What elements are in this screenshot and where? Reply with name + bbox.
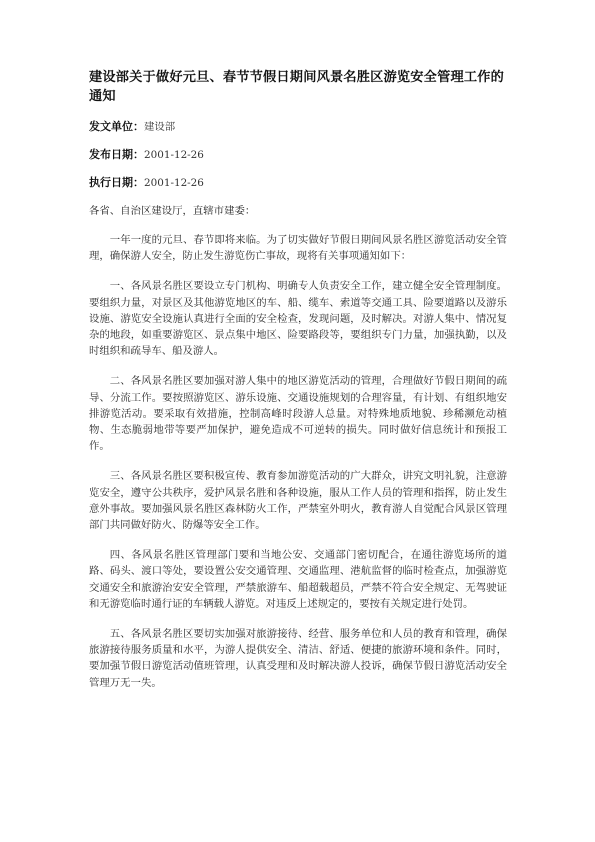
document-page	[89, 68, 507, 691]
addressee-line: 各省、自治区建设厅，直辖市建委：	[89, 205, 256, 217]
release-date-value: 2001-12-26	[144, 149, 204, 161]
item-4-paragraph: 四、各风景名胜区管理部门要和当地公安、交通部门密切配合，在通往游览场所的道路、码头、渡口等处，要设置公安交通管理、交通监理、港航监督的临时检查点，加强游览交通安全和旅游治安安全管理，严禁旅游车、船超载超员，严禁不符合安全规定、无驾驶证和无游览临时通行证的车辆载人游览。对违反上述规定的，要按有关规定进行处罚。	[89, 549, 507, 610]
issuer-row	[89, 120, 507, 134]
item-3-paragraph: 三、各风景名胜区要积极宣传、教育参加游览活动的广大群众，讲究文明礼貌，注意游览安全，遵守公共秩序，爱护风景名胜和各种设施，服从工作人员的管理和指挥，防止发生意外事故。要加强风景名胜区森林防火工作，严禁室外明火，教育游人自觉配合风景区管理部门共同做好防火、防爆等安全工作。	[89, 470, 507, 532]
issuer-label: 发文单位：	[89, 120, 144, 133]
item-5-paragraph: 五、各风景名胜区要切实加强对旅游接待、经营、服务单位和人员的教育和管理，确保旅游接待服务质量和水平，为游人提供安全、清洁、舒适、便捷的旅游环境和条件。同时，要加强节假日游览活动值班管理，认真受理和及时解决游人投诉，确保节假日游览活动安全管理万无一失。	[89, 628, 507, 689]
release-date-row	[89, 148, 507, 162]
effective-date-value: 2001-12-26	[144, 177, 204, 189]
effective-date-row	[89, 176, 507, 190]
issuer-value: 建设部	[144, 121, 176, 133]
effective-date-label: 执行日期：	[89, 176, 144, 189]
release-date-label: 发布日期：	[89, 148, 144, 161]
intro-paragraph: 一年一度的元旦、春节即将来临。为了切实做好节假日期间风景名胜区游览活动安全管理，确保游人安全，防止发生游览伤亡事故，现将有关事项通知如下：	[89, 234, 507, 263]
item-2-paragraph: 二、各风景名胜区要加强对游人集中的地区游览活动的管理，合理做好节假日期间的疏导、分流工作。要按照游览区、游乐设施、交通设施规划的合理容量，有计划、有组织地安排游览活动。要采取有效措施，控制高峰时段游人总量。对特殊地质地貌、珍稀濒危动植物、生态脆弱地带等要严加保护，避免造成不可逆转的损失。同时做好信息统计和预报工作。	[89, 375, 507, 453]
document-title: 建设部关于做好元旦、春节节假日期间风景名胜区游览安全管理工作的通知	[89, 70, 505, 104]
item-1-paragraph: 一、各风景名胜区要设立专门机构、明确专人负责安全工作，建立健全安全管理制度。要组织力量，对景区及其他游览地区的车、船、缆车、索道等交通工具、险要道路以及游乐设施、游览安全设施认真进行全面的安全检查，发现问题，及时解决。对游人集中、情况复杂的地段，如重要游览区、景点集中地区、险要路段等，要组织专门力量，加强执勤，以及时组织和疏导车、船及游人。	[89, 280, 507, 358]
